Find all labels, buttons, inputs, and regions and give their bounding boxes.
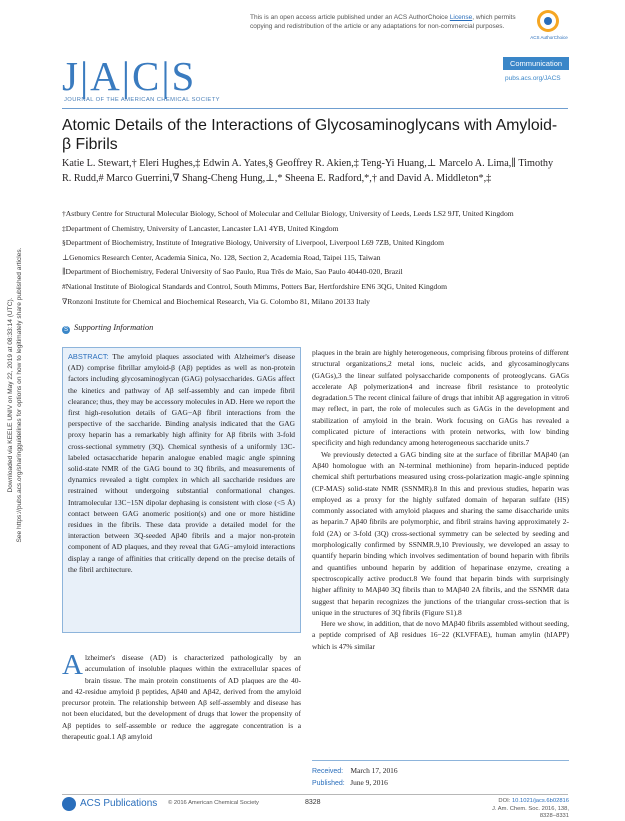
doi-label: DOI: [498,798,512,804]
affiliation-list [62,207,562,309]
body-column-left [62,649,301,742]
download-note-line1: Downloaded via KEELE UNIV on May 22, 2019 at 08:33:14 (UTC). [7,297,14,493]
affiliation-item: ‡Department of Chemistry, University of Lancaster, Lancaster LA1 4YB, United Kingdom [62,223,339,233]
citation: J. Am. Chem. Soc. 2016, 138, 8328−8331 [491,805,569,819]
open-access-label: ACS AuthorChoice [530,35,568,40]
publisher-name: ACS Publications [80,798,158,809]
affiliation-item: #National Institute of Biological Standards and Control, South Mimms, Potters Bar, Hertfordshire EN6 3QG, United Kingdom [62,281,448,291]
affiliation-item: §Department of Biochemistry, Institute of Integrative Biology, University of Liverpool, Liverpool L69 7ZB, United Kingdom [62,238,445,248]
doi-link[interactable]: 10.1021/jacs.6b02816 [511,798,569,804]
journal-url[interactable]: pubs.acs.org/JACS [505,75,561,82]
footer-divider [62,794,568,795]
page-number: 8328 [305,799,321,806]
body-column-right [312,347,569,652]
download-note [6,210,24,580]
body-paragraph: plaques in the brain are highly heterogeneous, comprising fibrous proteins of different structural organizations,2 metal ions, nucleic acids, and glycosaminoglycans (GAGs),3 the linear sulfated polysaccharide components of proteoglycans. GAGs accelerate Aβ polymerization4 and increase fibril resistance to proteolytic degradation.5 The recent clinical failure of drugs that inhibit Aβ aggregation in vitro6 may reflect, in part, the role of molecules such as GAGs in the development and stabilization of amyloid in the brain. Work focusing on GAGs has revealed a complicated picture of interactions with protein networks, with low binding specificity and high redundancy among heterogeneous saccharide units.7 [312,348,569,448]
published-date: June 9, 2016 [350,778,388,787]
affiliation-item: †Astbury Centre for Structural Molecular Biology, School of Molecular and Cellular Biology, University of Leeds, Leeds LS2 9JT, United Kingdom [62,209,514,218]
supporting-info-icon: S [63,327,68,333]
article-title: Atomic Details of the Interactions of Glycosaminoglycans with Amyloid-β Fibrils [62,117,558,153]
license-text-before: This is an open access article published under an ACS AuthorChoice [250,14,450,21]
body-paragraph: lzheimer's disease (AD) is characterized pathologically by an accumulation of insoluble plaques within the extracellular spaces of brain tissue. The main protein constituents of AD plaques are the 40- and 42-residue amyloid β peptides, Aβ40 and Aβ42, derived from the amyloid precursor protein. The relationship between Aβ self-assembly and disease has not been elucidated, but the development of drugs that lower the propensity of Aβ peptides to self-assemble or reduce the aggregate concentration is a therapeutic goal.1 Aβ amyloid [62,653,301,742]
drop-cap: A [62,649,83,681]
citation-info [470,798,569,821]
published-label: Published: [312,780,345,787]
article-dates [312,765,398,789]
section-label: Communication [503,57,569,70]
journal-logo: J|A|C|S [62,53,197,99]
journal-full-name: JOURNAL OF THE AMERICAN CHEMICAL SOCIETY [64,97,220,103]
dates-divider [312,760,569,761]
abstract-heading: ABSTRACT: [68,352,109,361]
body-paragraph: We previously detected a GAG binding site at the surface of fibrillar MAβ40 (an Aβ40 homologue with an N-terminal methionine) from heparin-induced peptide chemical shift perturbations measured using cross-polarization magic-angle spinning (CP-MAS) solid-state NMR (SSNMR).8 In this and previous studies, heparin was employed as a proxy for the highly sulfated domain of heparan sulfate (HS) commonly associated with amyloid plaques and sharing the same disaccharide units as heparin.7 Aβ40 fibrils are polymorphic, and fibril strains having approximately 2-fold (2A) or 3-fold (3Q) cross-sectional symmetry can be selected by seeding and morphologically confirmed by SSNMR.9,10 Previously, we developed an assay to quantify heparin binding which involves sedimentation of bound heparin with fibrils and quantifies unbound heparin by addition of heparinase enzyme, creating a spectroscopically active product.8 We found that heparin binds with surprisingly higher affinity to MAβ40 3Q fibrils than to MAβ40 2A fibrils, and the SSNMR data suggest that heparin recognizes the junctions of the triangular cross-section that is unique in the structures of 3Q fibrils (Figure S1).8 [312,449,569,617]
author-list: Katie L. Stewart,† Eleri Hughes,‡ Edwin A. Yates,§ Geoffrey R. Akien,‡ Teng-Yi Huang,⊥ Marcelo A. Lima,∥ Timothy R. Rudd,# Marco Guerrini,∇ Shang-Cheng Hung,⊥,* Sheena E. Radford,*,† and David A. Middleton*,‡ [62,158,554,185]
affiliation-item: ∥Department of Biochemistry, Federal University of Sao Paulo, Rua Três de Maio, Sao Paulo 40440-020, Brazil [62,267,403,277]
affiliation-item: ⊥Genomics Research Center, Academia Sinica, No. 128, Section 2, Academia Road, Taipei 115, Taiwan [62,252,381,262]
supporting-info-label: Supporting Information [74,323,154,332]
received-date: March 17, 2016 [350,766,398,775]
license-text-after: , which permits copying and redistribution of the article or any adaptations for non-commercial purposes. [250,14,516,30]
copyright: © 2016 American Chemical Society [168,800,259,806]
affiliation-item: ∇Ronzoni Institute for Chemical and Biochemical Research, Via G. Colombo 81, Milano 20133 Italy [62,296,370,306]
body-paragraph: Here we show, in addition, that de novo MAβ40 fibrils assembled without seeding, a peptide comprised of Aβ residues 16−22 (KLVFFAE), human amylin (hIAPP) which is 47% similar [312,619,569,651]
license-link[interactable]: License [449,14,473,21]
abstract [68,351,295,575]
acs-logo-icon [62,797,76,811]
header-divider [62,108,568,109]
open-access-icon-core [544,17,552,25]
received-label: Received: [312,768,344,775]
supporting-info-link[interactable] [62,323,153,334]
abstract-body: The amyloid plaques associated with Alzheimer's disease (AD) comprise fibrillar amyloid-β (Aβ) peptides as well as non-protein factors including glycosaminoglycan (GAG) polysaccharides. GAGs affect the kinetics and pathway of Aβ self-assembly and can impede fibril clearance; thus, they may be accessory molecules in AD. Here we report the first high-resolution details of GAG−Aβ fibril interactions from the perspective of the saccharide. Binding analysis indicated that the GAG proxy heparin has a remarkably high affinity for Aβ fibrils with 3-fold cross-sectional symmetry (3Q). Chemical synthesis of a uniformly 13C-labeled octasaccharide heparin analogue enabled magic angle spinning solid-state NMR of the GAG bound to 3Q fibrils, and measurements of dynamics revealed a tight complex in which all saccharide residues are restrained without undergoing substantial conformational changes. Intramolecular 13C−15N dipolar dephasing is consistent with close (<5 Å) contact between GAG anomeric position(s) and one or more histidine residues in the fibrils. These data provide a detailed model for the interaction between 3Q-seeded Aβ40 fibrils and a major non-protein component of AD plaques, and they reveal that GAG−amyloid interactions display a range of affinities that critically depend on the precise details of the fibril architecture. [68,352,295,574]
download-note-line2: See https://pubs.acs.org/sharingguidelines for options on how to legitimately share published articles. [16,247,23,543]
license-notice [250,14,530,31]
